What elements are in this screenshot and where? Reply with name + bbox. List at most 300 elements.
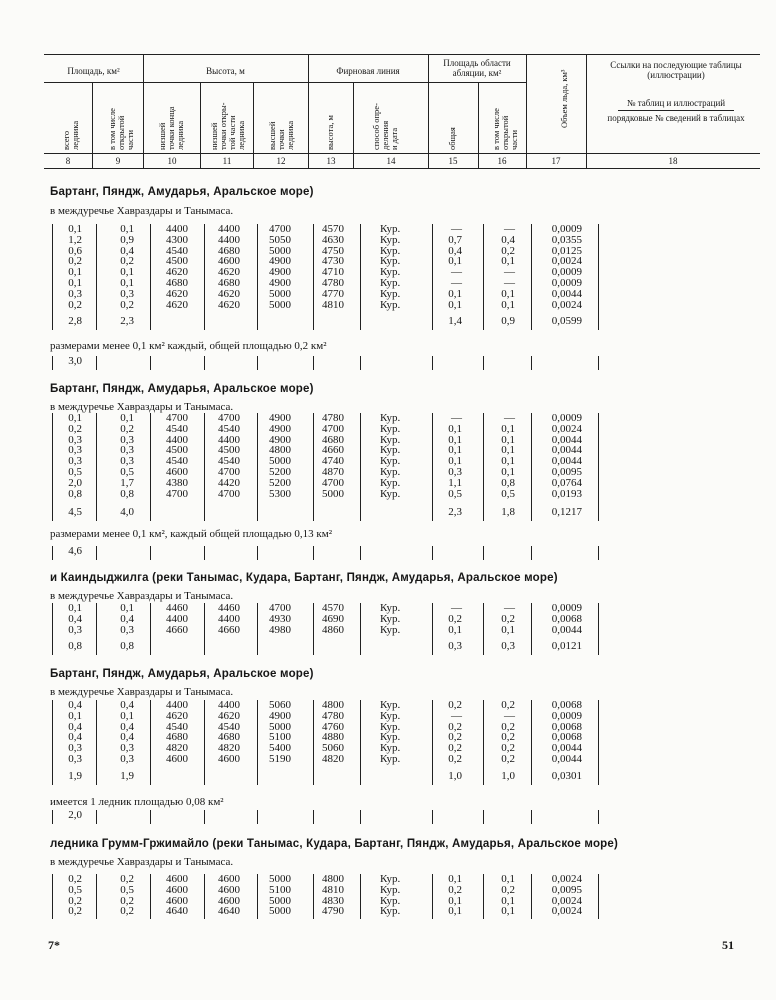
table-cell: 0,0009: [551, 602, 582, 614]
table-cell: 4700: [322, 422, 344, 435]
header-subrule-mid: [308, 82, 526, 83]
table-cell: 4660: [218, 623, 240, 636]
table-cell: 0,0068: [551, 720, 582, 733]
table-cell: 0,2: [501, 731, 515, 744]
table-cell: 0,2: [68, 255, 82, 268]
table-cell: Кур.: [380, 623, 401, 636]
column-rule: [598, 546, 599, 560]
table-cell: 0,2: [448, 742, 462, 755]
table-cell: 4400: [218, 612, 240, 625]
table-cell: 0,0024: [551, 255, 582, 268]
table-cell: 0,9: [120, 233, 134, 246]
table-cell: 4540: [166, 455, 188, 468]
table-cell: 4540: [166, 244, 188, 257]
table-cell: 4620: [218, 287, 240, 300]
table-cell: 4800: [269, 444, 291, 457]
table-cell: 0,1: [68, 412, 82, 424]
table-cell: 4700: [166, 412, 188, 424]
table-cell: 0,2: [68, 894, 82, 907]
table-cell: 0,0193: [551, 487, 582, 500]
table-cell: 0,1: [501, 444, 515, 457]
table-cell: 4570: [322, 223, 344, 235]
table-cell: 5000: [269, 287, 291, 300]
total-area: 2,8: [68, 315, 82, 327]
table-cell: 4570: [322, 602, 344, 614]
table-cell: 4820: [218, 742, 240, 755]
total-ice-volume: 0,1217: [551, 506, 582, 518]
table-cell: 4900: [269, 422, 291, 435]
header-ablation-group: Площадь области абляции, км²: [443, 58, 511, 78]
table-cell: 0,6: [68, 244, 82, 257]
table-cell: 4300: [166, 233, 188, 246]
table-cell: 4900: [269, 709, 291, 722]
column-rule: [204, 603, 205, 655]
column-number: 15: [448, 156, 458, 166]
total-open-area: 0,8: [120, 640, 134, 652]
column-rule: [96, 810, 97, 824]
column-rule: [96, 356, 97, 370]
column-rule: [150, 810, 151, 824]
table-cell: 4810: [322, 298, 344, 311]
table-cell: 0,3: [68, 433, 82, 446]
table-cell: 0,0355: [551, 233, 582, 246]
table-cell: 4600: [166, 894, 188, 907]
table-cell: 0,8: [68, 487, 82, 500]
table-cell: 4680: [322, 433, 344, 446]
table-cell: 4900: [269, 412, 291, 424]
table-cell: 0,1: [448, 298, 462, 311]
table-cell: 4500: [166, 444, 188, 457]
hdr-vline: [253, 82, 254, 168]
table-cell: 4710: [322, 266, 344, 279]
header-col-lowest-open: низшей точки откры- той части ледника: [209, 102, 246, 150]
total-open-area: 1,9: [120, 770, 134, 782]
table-cell: 0,1: [448, 422, 462, 435]
table-cell: 4680: [218, 244, 240, 257]
table-cell: 0,1: [448, 255, 462, 268]
column-rule: [598, 810, 599, 824]
header-col-ice-volume: Объем льда, км³: [559, 69, 569, 128]
table-cell: 4830: [322, 894, 344, 907]
table-cell: Кур.: [380, 255, 401, 268]
column-number: 12: [276, 156, 286, 166]
table-cell: 4460: [166, 602, 188, 614]
table-cell: 0,1: [120, 412, 134, 424]
column-rule: [150, 603, 151, 655]
table-cell: —: [451, 709, 462, 722]
header-firn-group: Фирновая линия: [336, 66, 400, 76]
table-cell: 5200: [269, 466, 291, 478]
table-cell: 0,4: [120, 699, 134, 711]
table-cell: 4540: [218, 422, 240, 435]
table-cell: 4780: [322, 412, 344, 424]
column-rule: [313, 356, 314, 370]
note-total-area: 3,0: [68, 355, 82, 367]
column-number: 18: [668, 156, 678, 166]
table-cell: 4400: [218, 233, 240, 246]
table-cell: 0,2: [120, 894, 134, 907]
table-cell: 0,0009: [551, 223, 582, 235]
column-number: 9: [115, 156, 121, 166]
table-cell: Кур.: [380, 422, 401, 435]
table-cell: 0,3: [120, 742, 134, 755]
table-cell: 0,2: [448, 883, 462, 896]
table-cell: 5000: [269, 873, 291, 885]
table-cell: 0,5: [68, 883, 82, 896]
total-ablation: 0,3: [448, 640, 462, 652]
table-cell: 4980: [269, 623, 291, 636]
header-col-lowest-end: низшей точки конца ледника: [157, 106, 185, 150]
table-cell: 4600: [218, 894, 240, 907]
hdr-vline: [353, 82, 354, 168]
column-rule: [150, 224, 151, 330]
table-cell: 4620: [166, 298, 188, 311]
total-open-area: 4,0: [120, 506, 134, 518]
table-cell: 4700: [218, 412, 240, 424]
table-cell: 0,0024: [551, 873, 582, 885]
table-cell: 0,0024: [551, 905, 582, 918]
table-cell: 0,2: [68, 422, 82, 435]
section-subtitle: в междуречье Хавраздары и Танымаса.: [50, 856, 234, 868]
table-cell: 0,5: [68, 466, 82, 478]
table-cell: 0,3: [120, 455, 134, 468]
column-rule: [360, 546, 361, 560]
table-cell: 4680: [166, 731, 188, 744]
table-cell: 0,1: [501, 905, 515, 918]
table-cell: Кур.: [380, 287, 401, 300]
table-cell: 4860: [322, 623, 344, 636]
table-cell: 4900: [269, 433, 291, 446]
header-refs-title: Ссылки на последующие таблицы (иллюстрации): [610, 60, 742, 80]
table-cell: 0,4: [120, 720, 134, 733]
table-cell: 4400: [166, 699, 188, 711]
table-cell: 5000: [269, 905, 291, 918]
table-cell: 0,1: [448, 623, 462, 636]
table-cell: 5100: [269, 731, 291, 744]
table-cell: 4620: [218, 709, 240, 722]
header-top-rule: [44, 54, 760, 55]
column-rule: [204, 810, 205, 824]
table-cell: 1,1: [448, 476, 462, 489]
table-cell: 0,1: [448, 894, 462, 907]
column-rule: [432, 356, 433, 370]
section-subtitle: в междуречье Хавраздары и Танымаса.: [50, 686, 234, 698]
column-number: 16: [497, 156, 507, 166]
table-cell: 0,2: [448, 731, 462, 744]
table-cell: 5400: [269, 742, 291, 755]
table-cell: Кур.: [380, 444, 401, 457]
table-cell: 0,1: [120, 223, 134, 235]
column-rule: [150, 874, 151, 919]
table-cell: 0,4: [68, 731, 82, 744]
table-cell: 0,1: [448, 433, 462, 446]
table-cell: 0,0764: [551, 476, 582, 489]
table-cell: 5060: [322, 742, 344, 755]
table-cell: 0,2: [68, 298, 82, 311]
table-cell: Кур.: [380, 466, 401, 478]
hdr-vline: [478, 82, 479, 168]
table-cell: 0,2: [120, 255, 134, 268]
column-number: 11: [222, 156, 232, 166]
header-subrule-left: [44, 82, 308, 83]
column-number: 17: [551, 156, 561, 166]
table-cell: —: [451, 266, 462, 279]
column-rule: [150, 700, 151, 785]
table-cell: Кур.: [380, 433, 401, 446]
column-rule: [598, 413, 599, 521]
column-rule: [257, 224, 258, 330]
table-cell: Кур.: [380, 455, 401, 468]
table-cell: 5190: [269, 753, 291, 765]
header-refs-line2: порядковые № сведений в таблицах: [607, 113, 745, 123]
header-area-group: Площадь, км²: [67, 66, 120, 76]
table-cell: 0,4: [501, 233, 515, 246]
column-rule: [483, 356, 484, 370]
table-cell: 4400: [166, 223, 188, 235]
table-cell: 0,0125: [551, 244, 582, 257]
table-cell: 0,1: [448, 905, 462, 918]
section-title: Бартанг, Пяндж, Амударья, Аральское море): [50, 668, 314, 680]
table-cell: 0,1: [501, 623, 515, 636]
table-cell: 0,0009: [551, 266, 582, 279]
table-cell: 0,0044: [551, 623, 582, 636]
total-ablation-open: 1,8: [501, 506, 515, 518]
table-cell: 4800: [322, 873, 344, 885]
column-rule: [598, 874, 599, 919]
table-cell: 0,2: [448, 699, 462, 711]
column-rule: [360, 700, 361, 785]
table-cell: Кур.: [380, 487, 401, 500]
column-number: 8: [65, 156, 71, 166]
table-cell: 0,1: [501, 433, 515, 446]
table-cell: 0,0068: [551, 699, 582, 711]
table-cell: 0,1: [448, 455, 462, 468]
table-cell: 0,1: [120, 709, 134, 722]
table-cell: 4540: [166, 422, 188, 435]
total-area: 4,5: [68, 506, 82, 518]
table-cell: 4540: [166, 720, 188, 733]
section-note: имеется 1 ледник площадью 0,08 км²: [50, 796, 224, 808]
table-cell: 0,1: [501, 894, 515, 907]
table-cell: 2,0: [68, 476, 82, 489]
column-rule: [204, 546, 205, 560]
table-cell: 5100: [269, 883, 291, 896]
table-cell: 0,2: [501, 244, 515, 257]
column-rule: [531, 356, 532, 370]
column-rule: [150, 356, 151, 370]
table-cell: 0,3: [120, 753, 134, 765]
column-rule: [483, 810, 484, 824]
table-cell: 4620: [218, 298, 240, 311]
section-subtitle: в междуречье Хавраздары и Танымаса.: [50, 205, 234, 217]
column-rule: [96, 546, 97, 560]
total-ablation: 1,0: [448, 770, 462, 782]
column-rule: [313, 603, 314, 655]
table-cell: Кур.: [380, 699, 401, 711]
table-cell: 0,1: [501, 298, 515, 311]
table-cell: 0,2: [68, 905, 82, 918]
table-cell: 0,8: [501, 476, 515, 489]
column-rule: [313, 413, 314, 521]
table-cell: 0,3: [68, 742, 82, 755]
table-cell: 4810: [322, 883, 344, 896]
table-cell: 0,0044: [551, 287, 582, 300]
table-cell: 0,0009: [551, 412, 582, 424]
table-cell: 4870: [322, 466, 344, 478]
total-ablation: 1,4: [448, 315, 462, 327]
table-cell: 4600: [166, 873, 188, 885]
table-cell: Кур.: [380, 709, 401, 722]
header-col-firn-height: высота, м: [325, 115, 335, 150]
table-cell: 0,0095: [551, 466, 582, 478]
table-cell: Кур.: [380, 720, 401, 733]
table-cell: 0,4: [120, 612, 134, 625]
table-cell: —: [504, 266, 515, 279]
column-rule: [313, 700, 314, 785]
hdr-vline: [526, 54, 527, 168]
table-cell: 4640: [218, 905, 240, 918]
table-cell: 0,5: [448, 487, 462, 500]
column-rule: [257, 356, 258, 370]
table-cell: 4620: [218, 266, 240, 279]
page-number: 51: [722, 938, 734, 952]
table-cell: 5300: [269, 487, 291, 500]
table-cell: 4640: [166, 905, 188, 918]
table-cell: 0,0044: [551, 433, 582, 446]
table-cell: Кур.: [380, 223, 401, 235]
table-cell: 4600: [218, 255, 240, 268]
total-area: 1,9: [68, 770, 82, 782]
table-cell: 4820: [166, 742, 188, 755]
table-cell: —: [504, 709, 515, 722]
table-cell: 0,2: [120, 873, 134, 885]
table-cell: 0,3: [120, 623, 134, 636]
table-cell: 0,0044: [551, 444, 582, 457]
header-height-group: Высота, м: [206, 66, 245, 76]
table-cell: 0,8: [120, 487, 134, 500]
table-cell: 4930: [269, 612, 291, 625]
table-cell: 4780: [322, 709, 344, 722]
table-cell: 4500: [218, 444, 240, 457]
table-cell: 4900: [269, 277, 291, 289]
table-cell: 4700: [218, 487, 240, 500]
total-ablation-open: 1,0: [501, 770, 515, 782]
column-rule: [360, 603, 361, 655]
table-cell: 4880: [322, 731, 344, 744]
table-cell: 4400: [166, 433, 188, 446]
table-cell: 4800: [322, 699, 344, 711]
table-cell: 4680: [166, 277, 188, 289]
table-cell: —: [451, 602, 462, 614]
column-number: 10: [167, 156, 177, 166]
section-title: и Каиндыджилга (реки Танымас, Кудара, Бартанг, Пяндж, Амударья, Аральское море): [50, 572, 558, 584]
header-bottom-rule: [44, 168, 760, 169]
header-col-firn-method: способ опре- деления и дата: [371, 103, 399, 150]
table-cell: 4400: [166, 612, 188, 625]
table-cell: 5060: [269, 699, 291, 711]
table-cell: 4660: [322, 444, 344, 457]
table-cell: 4700: [269, 602, 291, 614]
column-rule: [313, 546, 314, 560]
column-rule: [257, 810, 258, 824]
header-refs-line1: № таблиц и иллюстраций: [626, 98, 726, 108]
header-col-highest: высшей точки ледника: [267, 120, 295, 150]
table-cell: Кур.: [380, 753, 401, 765]
header-col-abl-open: в том числе открытой части: [491, 108, 519, 150]
total-ablation-open: 0,3: [501, 640, 515, 652]
table-cell: 0,1: [501, 873, 515, 885]
table-cell: 0,4: [68, 612, 82, 625]
table-cell: 4760: [322, 720, 344, 733]
table-cell: 0,1: [68, 602, 82, 614]
column-rule: [204, 874, 205, 919]
table-cell: 0,3: [68, 753, 82, 765]
column-rule: [483, 546, 484, 560]
table-cell: 0,0068: [551, 731, 582, 744]
table-cell: Кур.: [380, 233, 401, 246]
table-cell: 4600: [166, 883, 188, 896]
table-cell: —: [451, 412, 462, 424]
column-rule: [360, 810, 361, 824]
column-rule: [531, 546, 532, 560]
table-cell: 0,3: [120, 287, 134, 300]
table-cell: 0,1: [501, 466, 515, 478]
table-cell: 4700: [322, 476, 344, 489]
table-cell: 4700: [218, 466, 240, 478]
column-rule: [257, 874, 258, 919]
table-cell: 0,1: [120, 277, 134, 289]
table-cell: 0,5: [501, 487, 515, 500]
table-cell: Кур.: [380, 731, 401, 744]
table-cell: 0,1: [501, 422, 515, 435]
section-title: Бартанг, Пяндж, Амударья, Аральское море): [50, 383, 314, 395]
table-cell: 0,2: [448, 612, 462, 625]
table-cell: 0,2: [501, 753, 515, 765]
table-cell: 0,3: [68, 287, 82, 300]
column-rule: [432, 546, 433, 560]
column-rule: [360, 874, 361, 919]
table-cell: 4540: [218, 720, 240, 733]
table-cell: 4790: [322, 905, 344, 918]
table-cell: Кур.: [380, 894, 401, 907]
table-cell: 0,2: [448, 753, 462, 765]
table-cell: 4730: [322, 255, 344, 268]
table-cell: 0,0009: [551, 709, 582, 722]
column-rule: [598, 603, 599, 655]
column-rule: [598, 700, 599, 785]
column-rule: [360, 224, 361, 330]
table-cell: 0,1: [68, 266, 82, 279]
table-cell: 0,4: [68, 720, 82, 733]
column-rule: [313, 874, 314, 919]
table-cell: 4770: [322, 287, 344, 300]
total-ice-volume: 0,0301: [551, 770, 582, 782]
header-col-open-part: в том числе открытой части: [107, 108, 135, 150]
table-cell: Кур.: [380, 883, 401, 896]
table-cell: 0,2: [120, 298, 134, 311]
hdr-vline: [428, 54, 429, 168]
total-area: 0,8: [68, 640, 82, 652]
table-cell: 0,7: [448, 233, 462, 246]
table-cell: 0,0009: [551, 277, 582, 289]
column-rule: [531, 810, 532, 824]
table-cell: 4620: [166, 266, 188, 279]
section-subtitle: в междуречье Хавраздары и Танымаса.: [50, 401, 234, 413]
table-cell: 0,0024: [551, 894, 582, 907]
table-cell: 4600: [166, 753, 188, 765]
table-cell: Кур.: [380, 277, 401, 289]
column-rule: [360, 356, 361, 370]
